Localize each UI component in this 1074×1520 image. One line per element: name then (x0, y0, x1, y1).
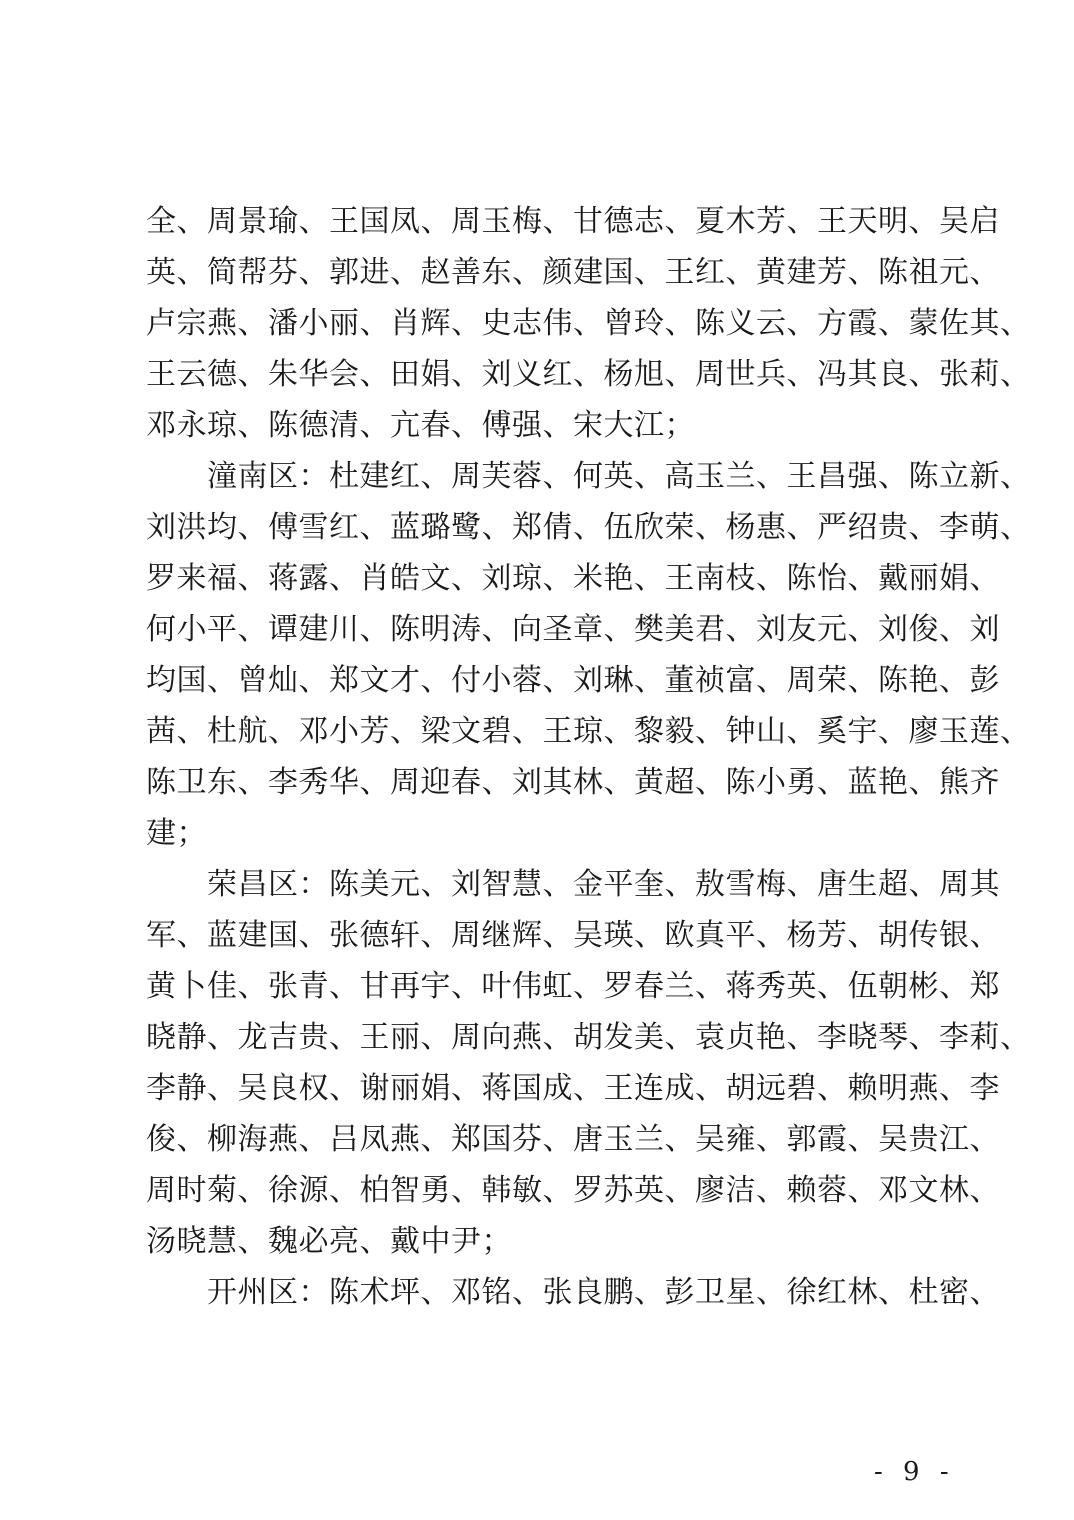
text-line: 均国、曾灿、郑文才、付小蓉、刘琳、董祯富、周荣、陈艳、彭 (146, 663, 1000, 698)
text-line: 卢宗燕、潘小丽、肖辉、史志伟、曾玲、陈义云、方霞、蒙佐其、 (146, 306, 1031, 341)
text-line: 俊、柳海燕、吕凤燕、郑国芬、唐玉兰、吴雍、郭霞、吴贵江、 (146, 1122, 1000, 1157)
text-line: 军、蓝建国、张德轩、周继辉、吴瑛、欧真平、杨芳、胡传银、 (146, 918, 1000, 953)
text-line: 茜、杜航、邓小芳、梁文碧、王琼、黎毅、钟山、奚宇、廖玉莲、 (146, 714, 1031, 749)
page-number: - 9 - (874, 1457, 955, 1487)
text-line: 陈卫东、李秀华、周迎春、刘其林、黄超、陈小勇、蓝艳、熊齐 (146, 765, 1000, 800)
body-text (146, 196, 1031, 1318)
text-line: 周时菊、徐源、柏智勇、韩敏、罗苏英、廖洁、赖蓉、邓文林、 (146, 1173, 1000, 1208)
text-line: 汤晓慧、魏必亮、戴中尹； (146, 1224, 512, 1259)
text-line: 晓静、龙吉贵、王丽、周向燕、胡发美、袁贞艳、李晓琴、李莉、 (146, 1020, 1031, 1055)
text-line: 黄卜佳、张青、甘再宇、叶伟虹、罗春兰、蒋秀英、伍朝彬、郑 (146, 969, 1000, 1004)
text-line: 何小平、谭建川、陈明涛、向圣章、樊美君、刘友元、刘俊、刘 (146, 612, 1000, 647)
text-line: 邓永琼、陈德清、亢春、傅强、宋大江； (146, 408, 695, 443)
text-line: 潼南区：杜建红、周芙蓉、何英、高玉兰、王昌强、陈立新、 (146, 459, 1031, 494)
text-line: 王云德、朱华会、田娟、刘义红、杨旭、周世兵、冯其良、张莉、 (146, 357, 1031, 392)
text-line: 开州区：陈术坪、邓铭、张良鹏、彭卫星、徐红林、杜密、 (146, 1275, 1000, 1310)
text-line: 李静、吴良权、谢丽娟、蒋国成、王连成、胡远碧、赖明燕、李 (146, 1071, 1000, 1106)
text-line: 罗来福、蒋露、肖皓文、刘琼、米艳、王南枝、陈怡、戴丽娟、 (146, 561, 1000, 596)
text-line: 刘洪均、傅雪红、蓝璐鹭、郑倩、伍欣荣、杨惠、严绍贵、李萌、 (146, 510, 1031, 545)
text-line: 英、简帮芬、郭进、赵善东、颜建国、王红、黄建芳、陈祖元、 (146, 255, 1000, 290)
text-line: 荣昌区：陈美元、刘智慧、金平奎、敖雪梅、唐生超、周其 (146, 867, 1000, 902)
text-line: 建； (146, 816, 207, 851)
text-line: 全、周景瑜、王国凤、周玉梅、甘德志、夏木芳、王天明、吴启 (146, 204, 1000, 239)
